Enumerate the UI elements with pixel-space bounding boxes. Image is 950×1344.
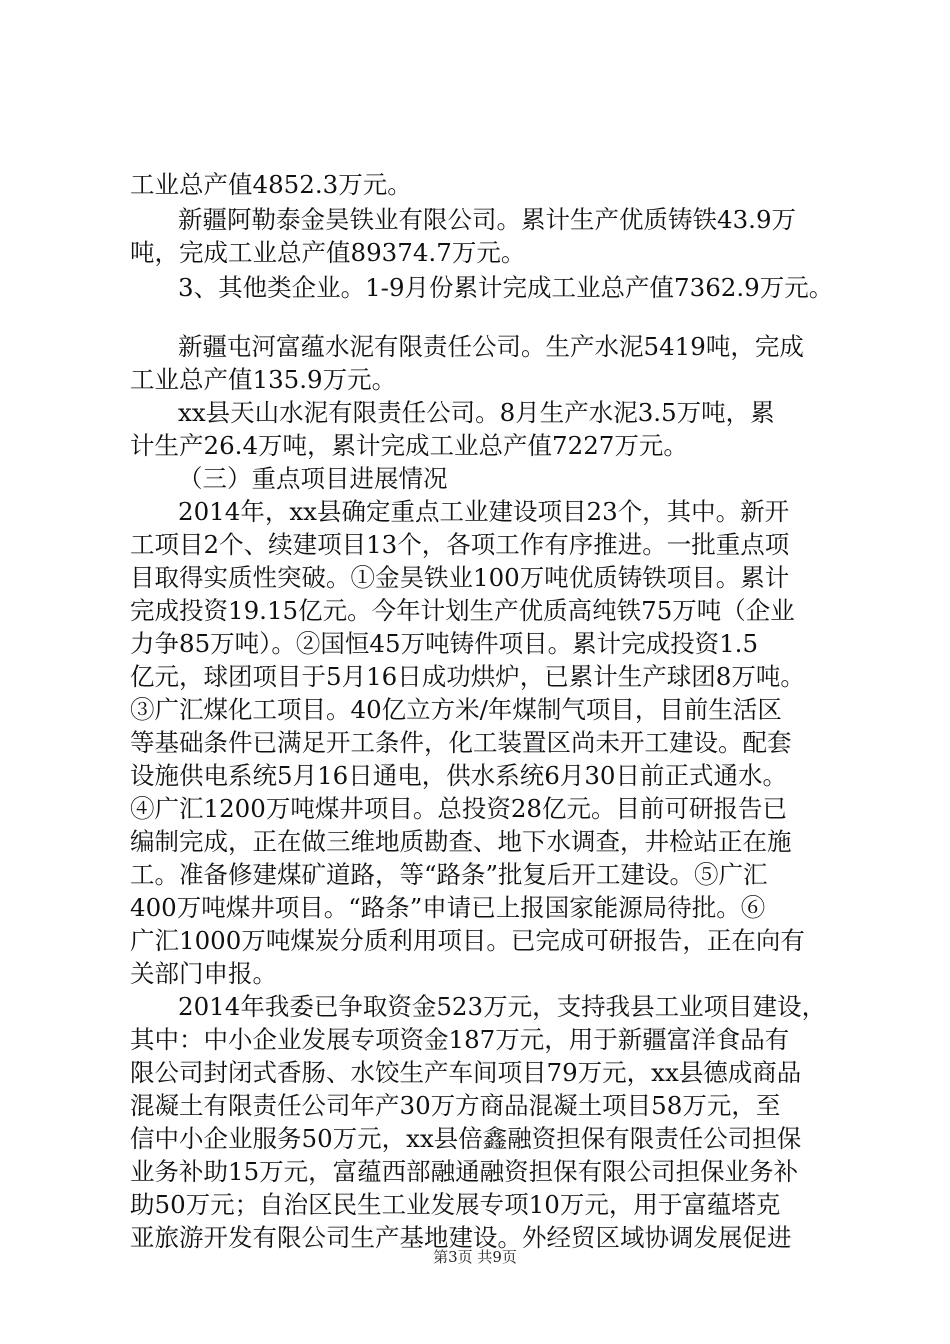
body-line: xx县天山水泥有限责任公司。8月生产水泥3.5万吨，累	[178, 398, 775, 427]
body-line: 编制完成，正在做三维地质勘查、地下水调查，井检站正在施	[130, 827, 792, 856]
body-line: 工业总产值135.9万元。	[130, 365, 397, 394]
body-line: 工项目2个、续建项目13个，各项工作有序推进。一批重点项	[130, 530, 790, 559]
body-line: 吨，完成工业总产值89374.7万元。	[130, 238, 526, 267]
body-line: 信中小企业服务50万元，xx县倍鑫融资担保有限责任公司担保	[130, 1124, 802, 1153]
body-line: 2014年我委已争取资金523万元，支持我县工业项目建设，	[178, 992, 827, 1021]
section-heading: （三）重点项目进展情况	[178, 464, 448, 493]
body-line: 限公司封闭式香肠、水饺生产车间项目79万元，xx县德成商品	[130, 1058, 802, 1087]
page-footer: 第3页 共9页	[433, 1248, 517, 1266]
body-line: 业务补助15万元，富蕴西部融通融资担保有限公司担保业务补	[130, 1157, 799, 1186]
body-line: 完成投资19.15亿元。今年计划生产优质高纯铁75万吨（企业	[130, 596, 795, 625]
body-line: 计生产26.4万吨，累计完成工业总产值7227万元。	[130, 431, 688, 460]
body-line: 等基础条件已满足开工条件，化工装置区尚未开工建设。配套	[130, 728, 792, 757]
body-line: 关部门申报。	[130, 959, 277, 988]
body-line: ③广汇煤化工项目。40亿立方米/年煤制气项目，目前生活区	[130, 695, 782, 724]
body-line: 亿元，球团项目于5月16日成功烘炉，已累计生产球团8万吨。	[130, 662, 805, 691]
body-line: 混凝土有限责任公司年产30万方商品混凝土项目58万元，至	[130, 1091, 781, 1120]
body-line: 400万吨煤井项目。“路条”申请已上报国家能源局待批。⑥	[130, 893, 766, 922]
body-line: 助50万元；自治区民生工业发展专项10万元，用于富蕴塔克	[130, 1190, 781, 1219]
body-line: 其中：中小企业发展专项资金187万元，用于新疆富洋食品有	[130, 1025, 790, 1054]
body-line: 设施供电系统5月16日通电，供水系统6月30日前正式通水。	[130, 761, 788, 790]
body-line: 3、其他类企业。1-9月份累计完成工业总产值7362.9万元。	[178, 273, 834, 302]
body-line: 2014年，xx县确定重点工业建设项目23个，其中。新开	[178, 497, 790, 526]
body-line: 力争85万吨）。②国恒45万吨铸件项目。累计完成投资1.5	[130, 629, 759, 658]
body-line: 目取得实质性突破。①金昊铁业100万吨优质铸铁项目。累计	[130, 563, 790, 592]
body-line: 工。准备修建煤矿道路，等“路条”批复后开工建设。⑤广汇	[130, 860, 768, 889]
body-line: 亚旅游开发有限公司生产基地建设。外经贸区域协调发展促进	[130, 1223, 792, 1252]
body-line: 新疆屯河富蕴水泥有限责任公司。生产水泥5419吨，完成	[178, 332, 804, 361]
body-line: ④广汇1200万吨煤井项目。总投资28亿元。目前可研报告已	[130, 794, 788, 823]
body-line: 工业总产值4852.3万元。	[130, 170, 412, 199]
body-line: 新疆阿勒泰金昊铁业有限公司。累计生产优质铸铁43.9万	[178, 205, 797, 234]
body-line: 广汇1000万吨煤炭分质利用项目。已完成可研报告，正在向有	[130, 926, 805, 955]
